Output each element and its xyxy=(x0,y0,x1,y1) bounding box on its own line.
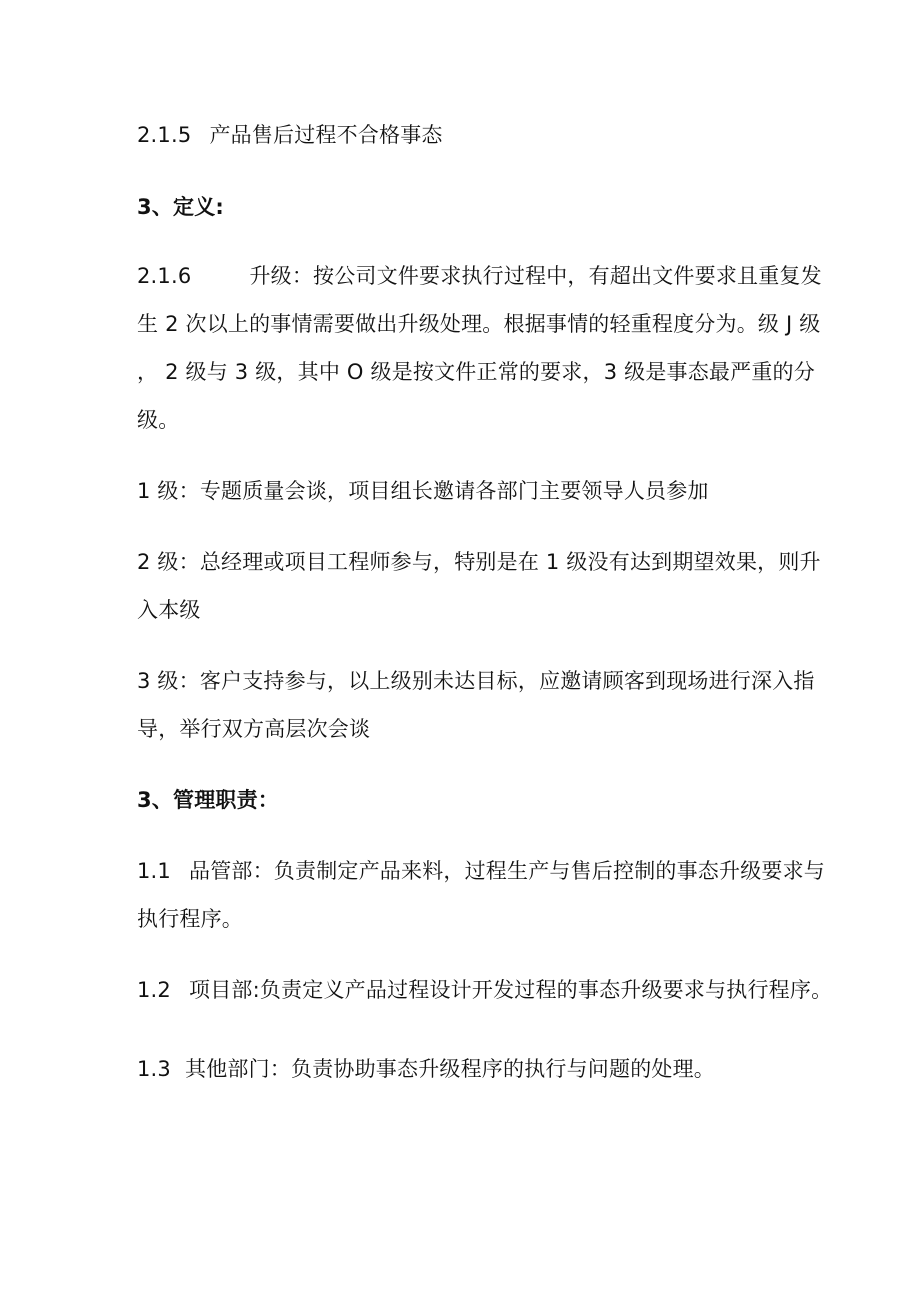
level-2-line-2: 入本级 xyxy=(137,598,201,622)
item-number: 1.1 xyxy=(137,859,171,883)
item-2-1-5 xyxy=(137,121,443,149)
resp-1-1-line-1 xyxy=(137,857,825,885)
item-text: 项目部:负责定义产品过程设计开发过程的事态升级要求与执行程序。 xyxy=(189,978,833,1002)
resp-1-2 xyxy=(137,976,832,1004)
section-heading-responsibility: 3、管理职责： xyxy=(137,788,280,812)
resp-1-1-line-2: 执行程序。 xyxy=(137,907,243,931)
level-2-line-1: 2 级：总经理或项目工程师参与，特别是在 1 级没有达到期望效果，则升 xyxy=(137,550,821,574)
item-number: 2.1.6 xyxy=(137,264,192,288)
section-heading-definition: 3、定义: xyxy=(137,195,225,219)
level-3-line-1: 3 级：客户支持参与，以上级别未达目标，应邀请顾客到现场进行深入指 xyxy=(137,669,815,693)
item-text: 产品售后过程不合格事态 xyxy=(209,123,443,147)
item-2-1-6-line-3: ， 2 级与 3 级，其中 O 级是按文件正常的要求，3 级是事态最严重的分 xyxy=(137,360,815,384)
item-2-1-6-line-2: 生 2 次以上的事情需要做出升级处理。根据事情的轻重程度分为。级 J 级 xyxy=(137,312,821,336)
item-text: 其他部门：负责协助事态升级程序的执行与问题的处理。 xyxy=(185,1057,715,1081)
level-3-line-2: 导，举行双方高层次会谈 xyxy=(137,717,371,741)
item-number: 1.2 xyxy=(137,978,171,1002)
item-2-1-6-line-1 xyxy=(137,262,822,290)
item-number: 2.1.5 xyxy=(137,123,192,147)
level-1-description: 1 级：专题质量会谈，项目组长邀请各部门主要领导人员参加 xyxy=(137,479,709,503)
item-text: 升级：按公司文件要求执行过程中，有超出文件要求且重复发 xyxy=(249,264,822,288)
item-text: 品管部：负责制定产品来料，过程生产与售后控制的事态升级要求与 xyxy=(189,859,825,883)
item-2-1-6-line-4: 级。 xyxy=(137,408,180,432)
item-number: 1.3 xyxy=(137,1057,171,1081)
resp-1-3 xyxy=(137,1055,715,1083)
